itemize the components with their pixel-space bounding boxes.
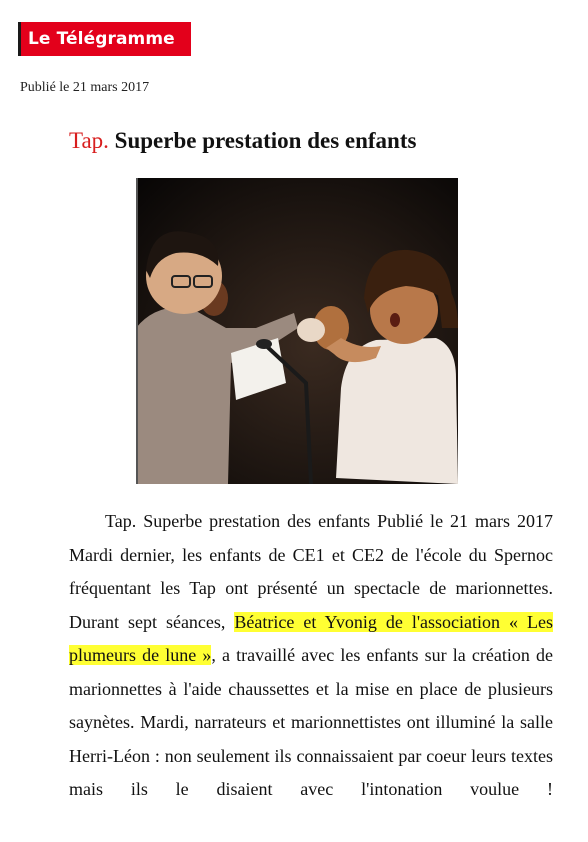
highlighted-text: Béatrice et Yvonig de l'association « Les plumeurs de lune » <box>69 611 553 665</box>
logo-accent-bar <box>18 22 21 56</box>
title-headline: Superbe prestation des enfants <box>114 128 417 153</box>
newspaper-logo <box>18 22 191 56</box>
article-title <box>69 128 416 154</box>
photo-left-border <box>136 178 138 484</box>
body-text-part-1: Tap. Superbe prestation des enfants Publié le 21 mars 2017 Mardi dernier, les enfants de CE1 et CE2 de l'école du Spernoc fréquentant les Tap ont présenté un spectacle de marionnettes. Durant sept séances, <box>69 511 553 632</box>
publication-date: Publié le 21 mars 2017 <box>20 80 150 95</box>
logo-text: Le Télégramme <box>28 29 175 49</box>
body-paragraph <box>69 505 553 807</box>
article-body <box>69 505 553 807</box>
body-text-part-2: , a travaillé avec les enfants sur la création de marionnettes à l'aide chaussettes et la mise en place de plusieurs saynètes. Mardi, narrateurs et marionnettistes ont illuminé la salle Herri-Léon : non seulement ils connaissaient par coeur leurs textes mais ils le disaient avec l'intonation voulue ! <box>69 645 553 799</box>
title-kicker: Tap. <box>69 128 109 153</box>
article-photo <box>136 178 458 484</box>
